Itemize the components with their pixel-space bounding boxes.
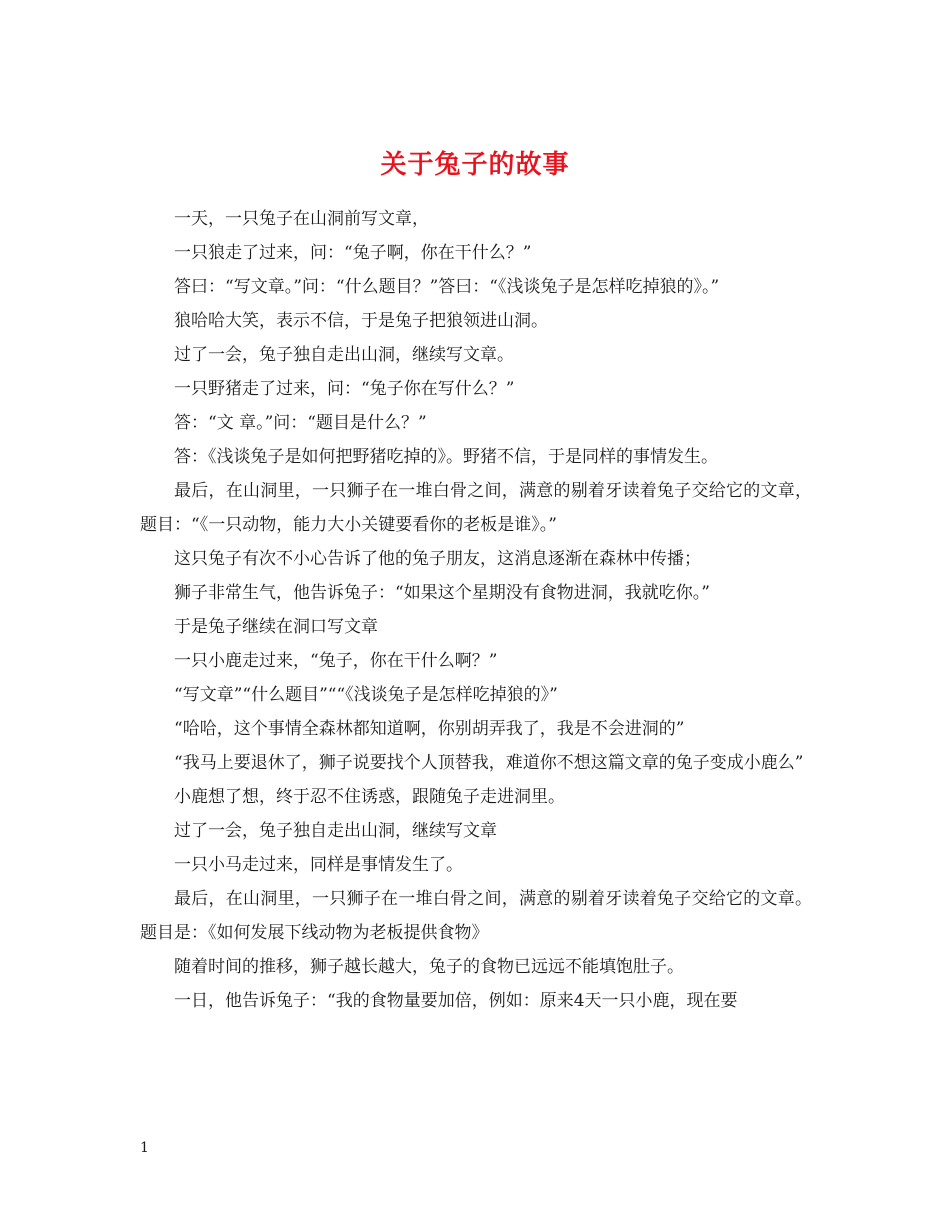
document-title: 关于兔子的故事 (380, 150, 570, 181)
paragraph: 答：“文 章。”问：“题目是什么？” (174, 413, 427, 433)
paragraph: 一天，一只兔子在山洞前写文章， (174, 209, 429, 229)
page-number: 1 (140, 1140, 149, 1156)
paragraph: 过了一会，兔子独自走出山洞，继续写文章 (174, 821, 497, 841)
paragraph: 一只狼走了过来，问：“兔子啊，你在干什么？” (174, 243, 532, 263)
paragraph: 一只野猪走了过来，问：“兔子你在写什么？” (174, 379, 515, 399)
paragraph: 过了一会，兔子独自走出山洞，继续写文章。 (174, 345, 514, 365)
paragraph: 狮子非常生气，他告诉兔子：“如果这个星期没有食物进洞，我就吃你。” (174, 583, 710, 603)
paragraph: 于是兔子继续在洞口写文章 (174, 617, 378, 637)
paragraph: “写文章”“什么题目”““《浅谈兔子是怎样吃掉狼的》” (174, 685, 558, 705)
document-body (140, 202, 812, 1018)
paragraph: 答曰：“写文章。”问：“什么题目？”答曰：“《浅谈兔子是怎样吃掉狼的》。” (174, 277, 720, 297)
paragraph: 一只小马走过来，同样是事情发生了。 (174, 855, 463, 875)
paragraph: “我马上要退休了，狮子说要找个人顶替我，难道你不想这篇文章的兔子变成小鹿么” (174, 753, 804, 773)
paragraph: 一日，他告诉兔子：“我的食物量要加倍，例如：原来4天一只小鹿，现在要 (174, 991, 738, 1011)
paragraph: 最后，在山洞里，一只狮子在一堆白骨之间，满意的剔着牙读着兔子交给它的文章，题目：“《一只动物，能力大小关键要看你的老板是谁》。” (140, 481, 812, 535)
paragraph: 狼哈哈大笑，表示不信，于是兔子把狼领进山洞。 (174, 311, 548, 331)
paragraph: 这只兔子有次不小心告诉了他的兔子朋友，这消息逐渐在森林中传播； (174, 549, 701, 569)
paragraph: 随着时间的推移，狮子越长越大，兔子的食物已远远不能填饱肚子。 (174, 957, 684, 977)
paragraph: 答：《浅谈兔子是如何把野猪吃掉的》。野猪不信，于是同样的事情发生。 (174, 447, 718, 467)
paragraph: 一只小鹿走过来，“兔子，你在干什么啊？” (174, 651, 498, 671)
paragraph: 最后，在山洞里，一只狮子在一堆白骨之间，满意的剔着牙读着兔子交给它的文章。题目是：《如何发展下线动物为老板提供食物》 (140, 889, 812, 943)
paragraph: “哈哈，这个事情全森林都知道啊，你别胡弄我了，我是不会进洞的” (174, 719, 685, 739)
paragraph: 小鹿想了想，终于忍不住诱惑，跟随兔子走进洞里。 (174, 787, 565, 807)
